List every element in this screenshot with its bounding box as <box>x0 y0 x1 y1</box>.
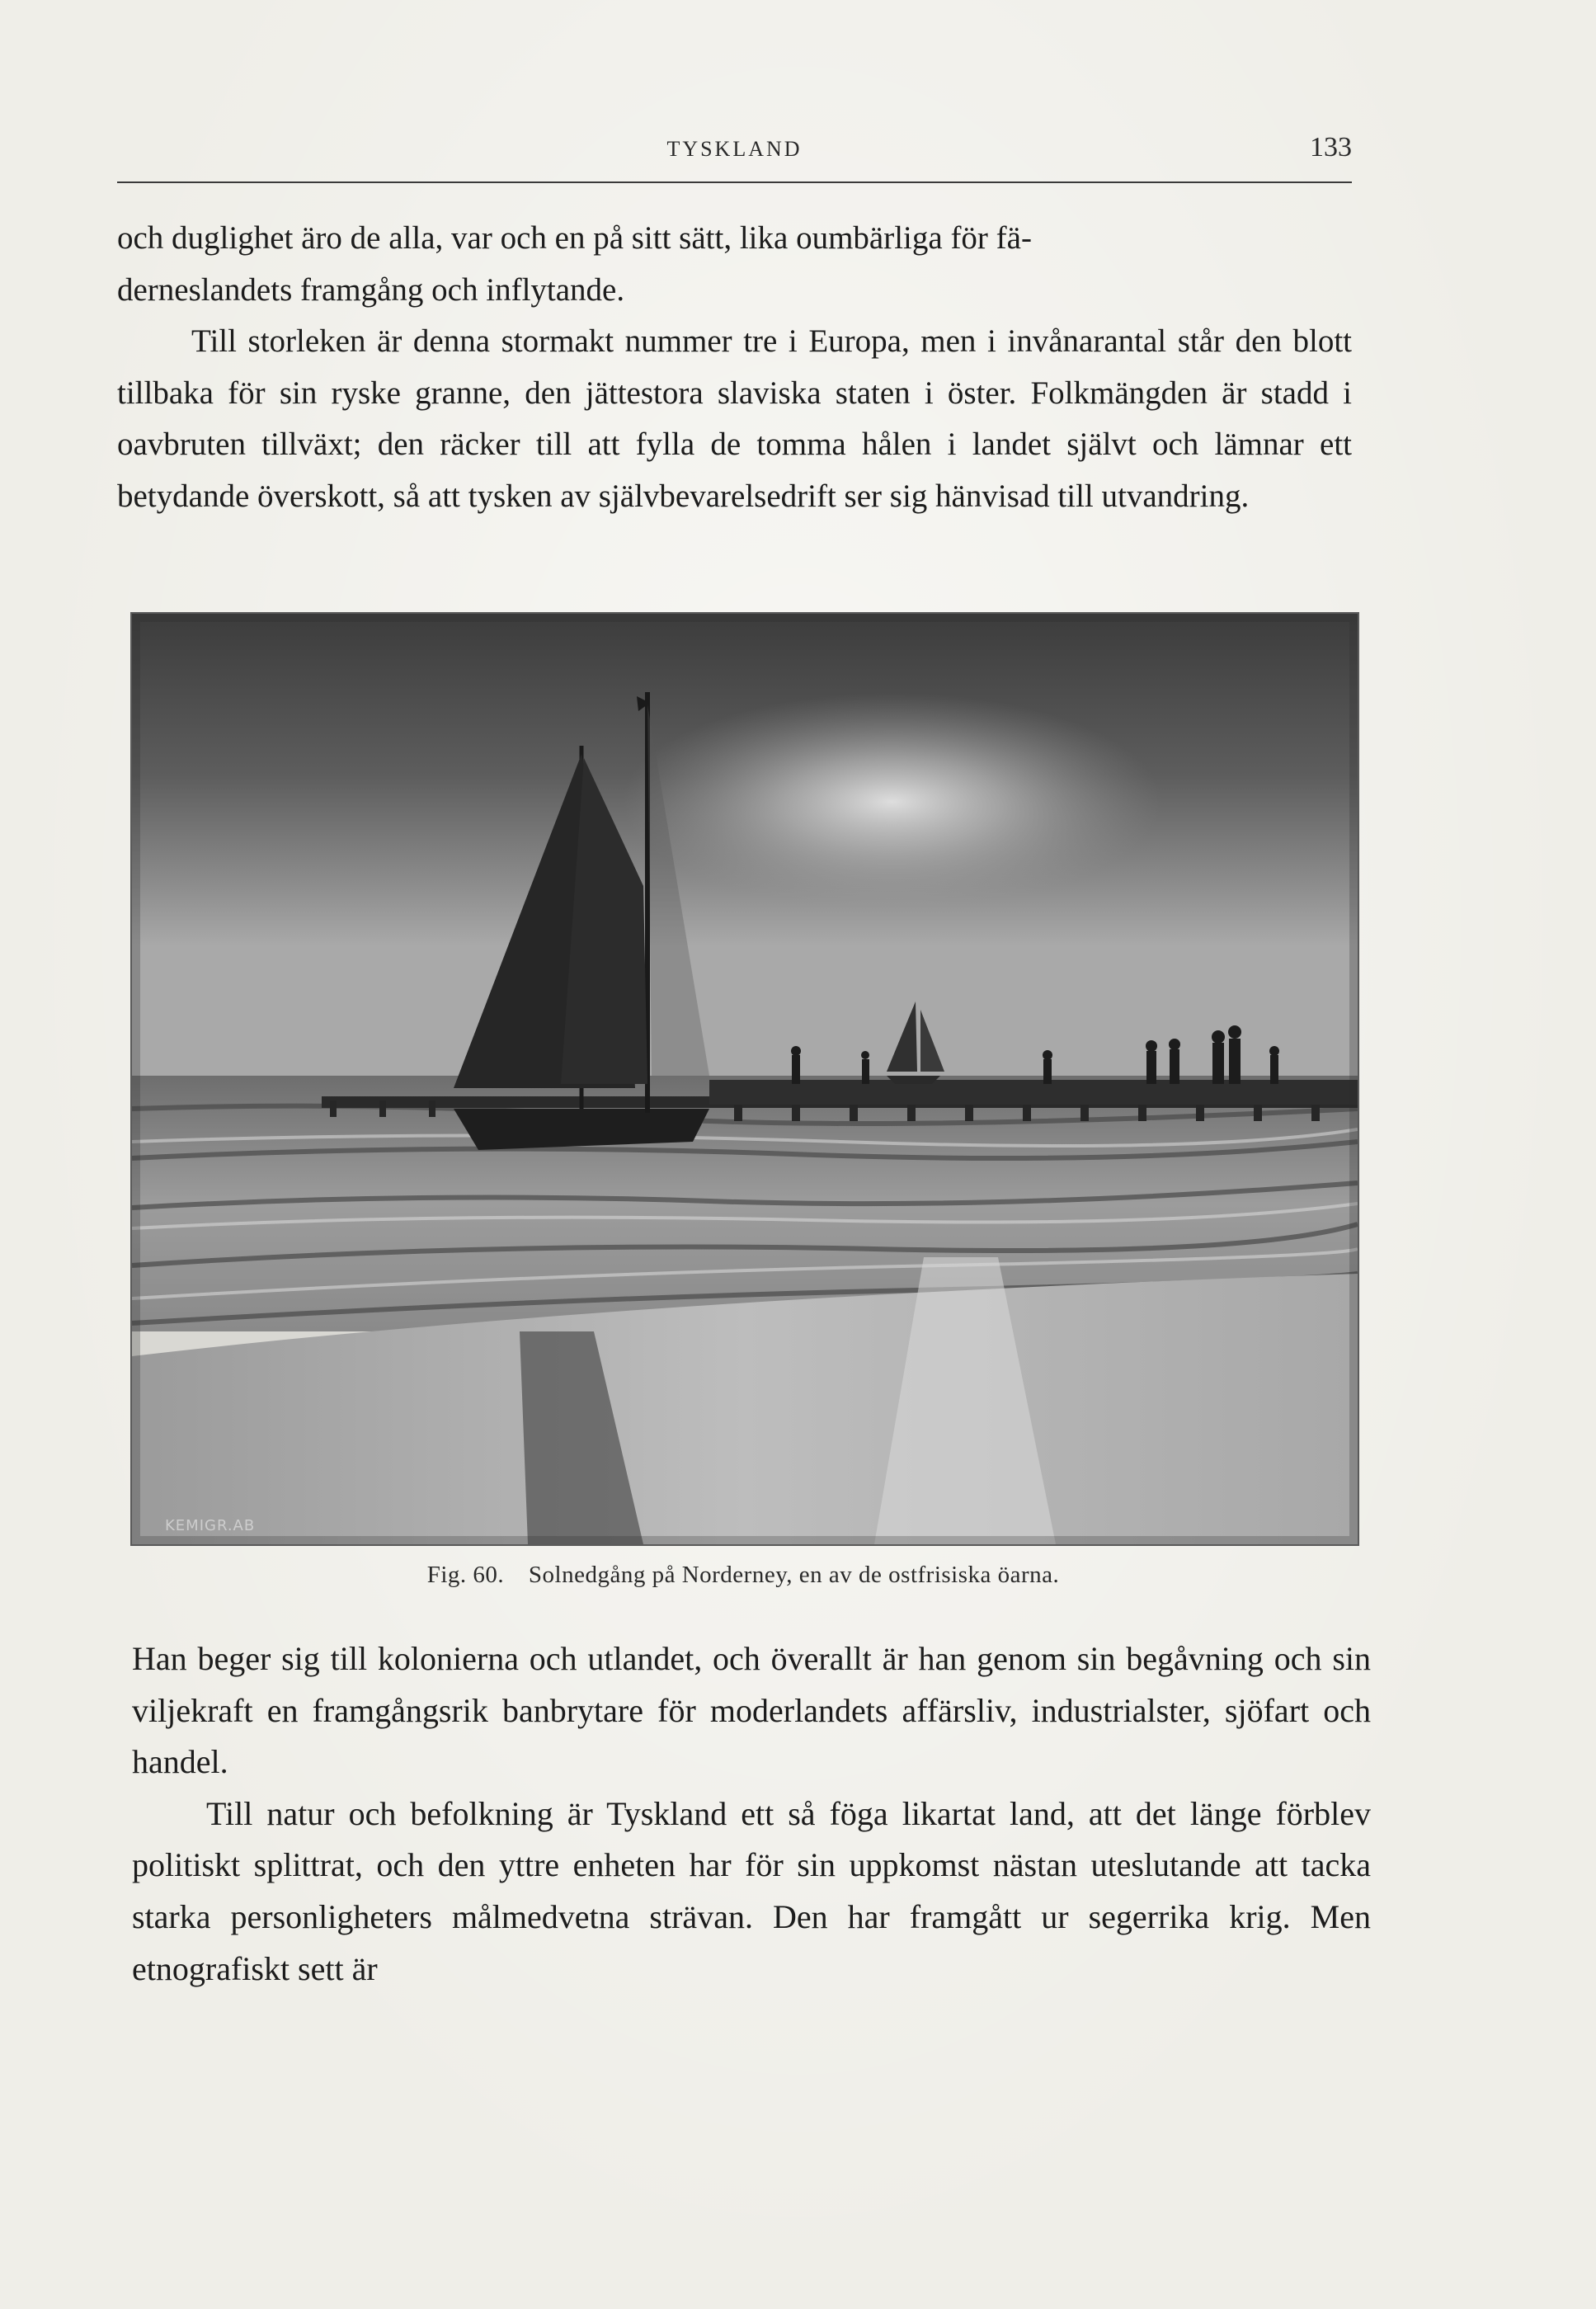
running-head <box>117 132 1352 173</box>
pier-section <box>709 1080 1358 1105</box>
engraver-mark: KEMIGR.AB <box>165 1517 256 1534</box>
page-number: 133 <box>1310 132 1352 163</box>
figure-photograph <box>130 612 1359 1546</box>
paragraph: Till storleken är denna stormakt nummer tre i Europa, men i invånarantal står den blott tillbaka för sin ryske granne, den jättestora slaviska staten i öster. Folkmängden är stadd i oavbruten tillväxt; den räcker till att fylla de tomma hålen i landet självt och lämnar ett betydande överskott, så att tysken av självbevarelsedrift ser sig hänvisad till utvandring. <box>117 323 1352 514</box>
text-line: och duglighet äro de alla, var och en på sitt sätt, lika oumbärliga för fä- <box>117 220 1032 256</box>
figure-label: Fig. 60. <box>426 1562 505 1588</box>
text-line: derneslandets framgång och inflytande. <box>117 271 625 308</box>
paragraph: Till natur och befolkning är Tyskland ett så föga likartat land, att det länge förblev politiskt splittrat, och den yttre enheten har för sin uppkomst nästan uteslutande att tacka starka personligheters målmedvetna strävan. Den har framgått ur segerrika krig. Men etnografiskt sett är <box>132 1794 1371 1987</box>
figure-caption <box>130 1562 1356 1589</box>
sun-glow <box>132 614 1358 1109</box>
body-text-bottom <box>132 1633 1371 1995</box>
header-rule <box>117 181 1352 183</box>
running-title: TYSKLAND <box>666 137 803 161</box>
body-text-top <box>117 213 1352 522</box>
paragraph-continued: Han beger sig till kolonierna och utlandet, och överallt är han genom sin begåvning och sin viljekraft en framgångsrik banbrytare för moderlandets affärsliv, industrialster, sjöfart och handel. <box>132 1640 1371 1781</box>
paragraph-continued <box>117 213 1352 316</box>
sunset-photo-illustration <box>132 614 1358 1544</box>
caption-text: Solnedgång på Norderney, en av de ostfrisiska öarna. <box>528 1562 1060 1588</box>
